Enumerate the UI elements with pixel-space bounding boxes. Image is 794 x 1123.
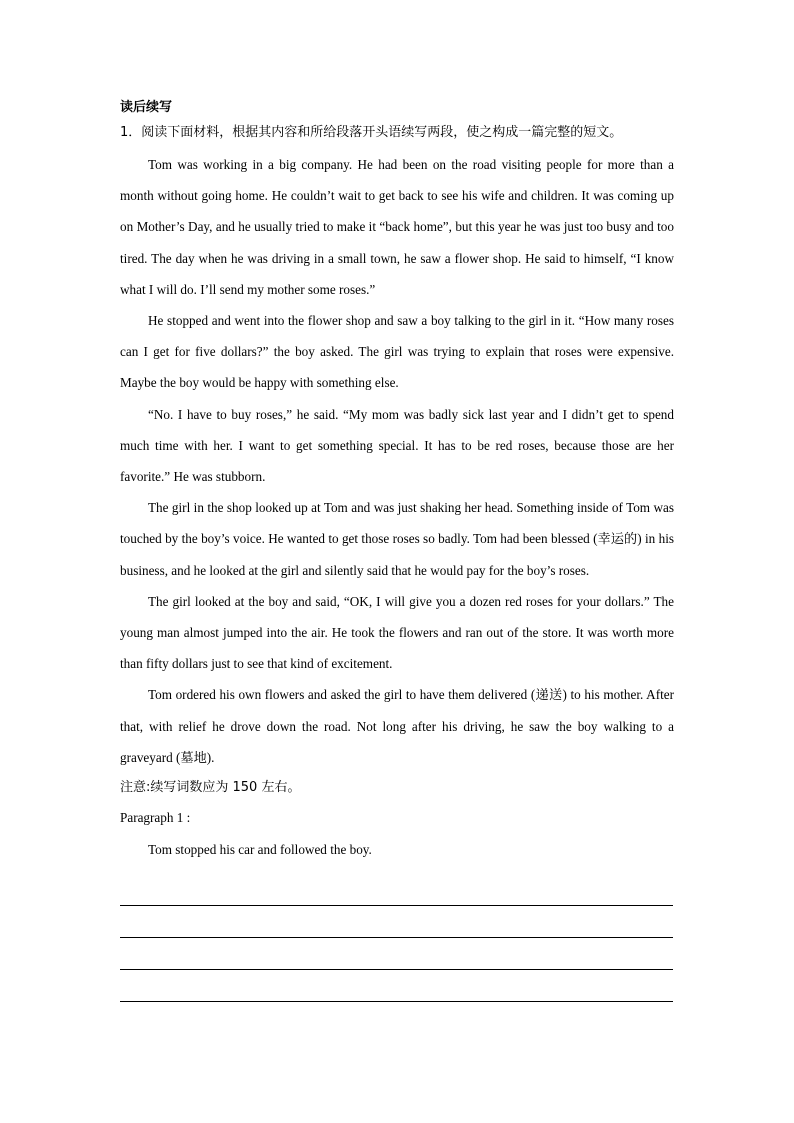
story-paragraph-3: “No. I have to buy roses,” he said. “My mom was badly sick last year and I didn’t get to spend much time with her. I want to get something special. It has to be red roses, because those are her favorite.” He was stubborn.	[120, 406, 674, 485]
paragraph-label: Paragraph 1 :	[120, 810, 191, 826]
answer-line[interactable]	[120, 938, 673, 970]
story-paragraph-4: The girl in the shop looked up at Tom and was just shaking her head. Something inside of Tom was touched by the boy’s voice. He wanted to get those roses so badly. Tom had been blessed (幸运的) in his business, and he looked at the girl and silently said that he would pay for the boy’s roses.	[120, 500, 674, 578]
answer-line[interactable]	[120, 906, 673, 938]
story-paragraph-2: He stopped and went into the flower shop and saw a boy talking to the girl in it. “How many roses can I get for five dollars?” the boy asked. The girl was trying to explain that roses were expensive. Maybe the boy would be happy with something else.	[120, 313, 674, 391]
answer-lines[interactable]	[120, 874, 674, 1002]
story-paragraph-1: Tom was working in a big company. He had been on the road visiting people for more than a month without going home. He couldn’t wait to get back to see his wife and children. It was coming up on Mother’s Day, and he usually tried to make it “back home”, but this year he was just too busy and too tired. The day when he was driving in a small town, he saw a flower shop. He said to himself, “I know what I will do. I’ll send my mother some roses.”	[120, 157, 674, 297]
document-page	[120, 96, 674, 1002]
story-paragraph-6: Tom ordered his own flowers and asked the girl to have them delivered (递送) to his mother. After that, with relief he drove down the road. Not long after his driving, he saw the boy walking to a graveyard (墓地).	[120, 687, 674, 765]
answer-line[interactable]	[120, 874, 673, 906]
story-paragraph-5: The girl looked at the boy and said, “OK, I will give you a dozen red roses for your dollars.” The young man almost jumped into the air. He took the flowers and ran out of the store. It was worth more than fifty dollars just to see that kind of excitement.	[120, 593, 674, 672]
task-number: 1．	[120, 125, 142, 140]
task-instruction-text: 阅读下面材料，根据其内容和所给段落开头语续写两段，使之构成一篇完整的短文。	[141, 125, 623, 140]
answer-line[interactable]	[120, 970, 673, 1002]
task-instruction	[120, 120, 674, 146]
section-heading: 读后续写	[120, 100, 173, 115]
story-passage	[120, 149, 674, 773]
word-count-note: 注意:续写词数应为 150 左右。	[120, 780, 301, 796]
paragraph-opening-sentence: Tom stopped his car and followed the boy.	[148, 842, 372, 858]
